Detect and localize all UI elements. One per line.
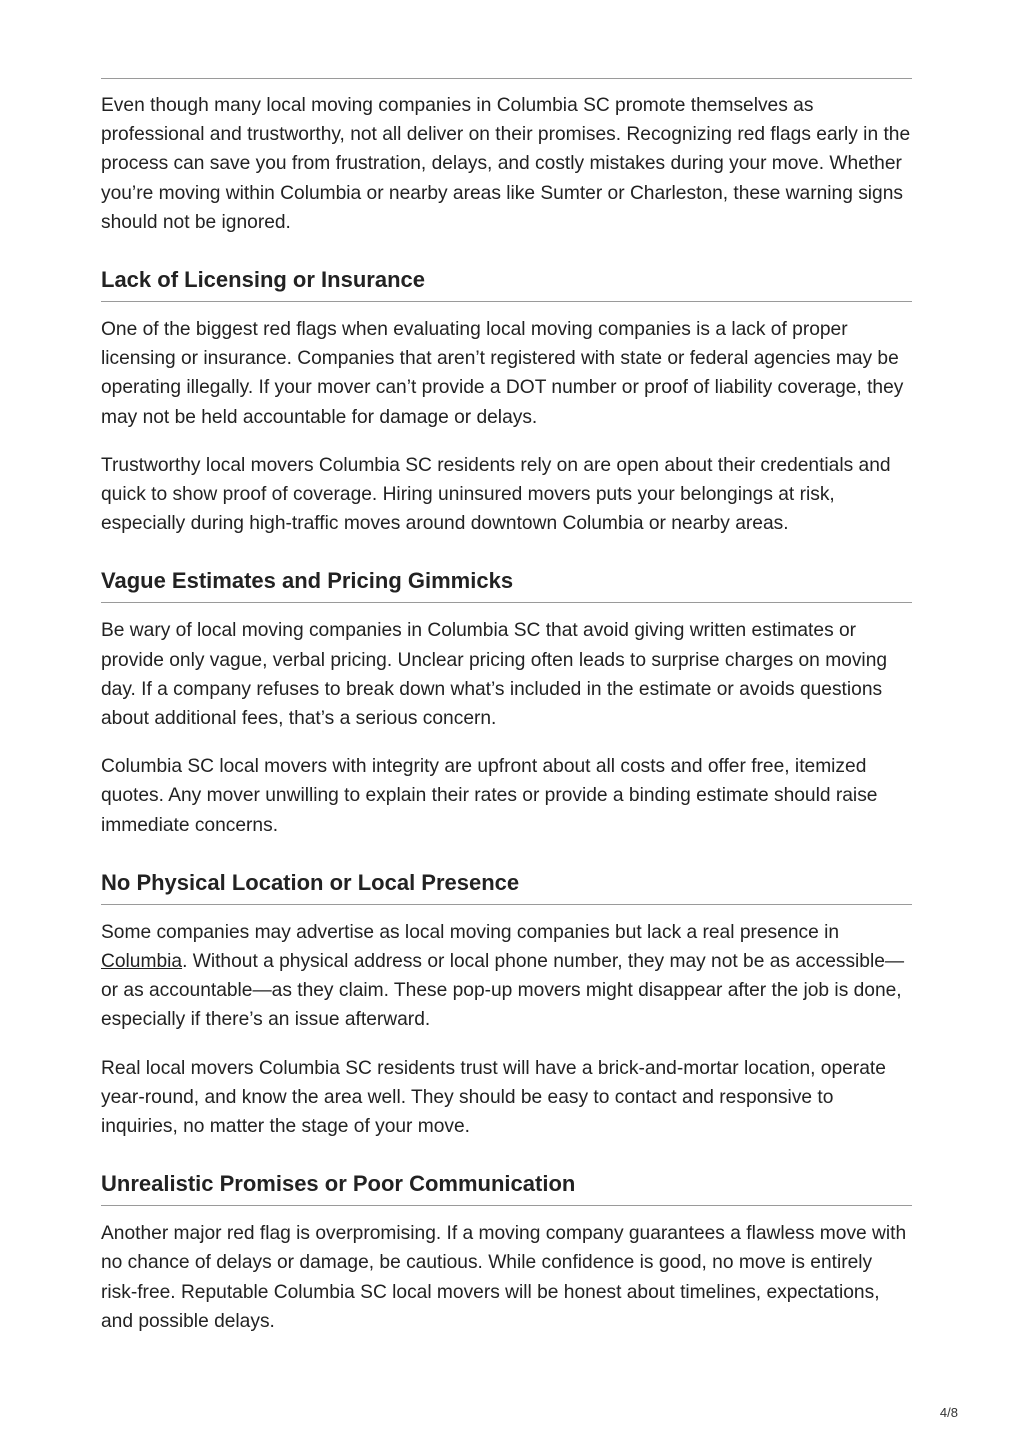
section-heading-location: No Physical Location or Local Presence — [101, 869, 912, 905]
document-body — [101, 78, 912, 1355]
section-heading-licensing: Lack of Licensing or Insurance — [101, 266, 912, 302]
estimates-paragraph-1: Be wary of local moving companies in Columbia SC that avoid giving written estimates or provide only vague, verbal pricing. Unclear pricing often leads to surprise charges on moving day. If a company refuses to break down what’s included in the estimate or avoids questions about additional fees, that’s a serious concern. — [101, 620, 888, 730]
estimates-paragraph-2: Columbia SC local movers with integrity are upfront about all costs and offer free, itemized quotes. Any mover unwilling to explain their rates or provide a binding estimate should raise immediate concerns. — [101, 756, 878, 836]
intro-paragraph: Even though many local moving companies in Columbia SC promote themselves as professional and trustworthy, not all deliver on their promises. Recognizing red flags early in the process can save you from frustration, delays, and costly mistakes during your move. Whether you’re moving within Columbia or nearby areas like Sumter or Charleston, these warning signs should not be ignored. — [101, 95, 911, 233]
promises-paragraph-1: Another major red flag is overpromising. If a moving company guarantees a flawless move with no chance of delays or damage, be cautious. While confidence is good, no move is entirely risk-free. Reputable Columbia SC local movers will be honest about timelines, expectations, and possible delays. — [101, 1223, 907, 1332]
top-divider — [101, 78, 912, 79]
location-paragraph-1 — [101, 918, 912, 1035]
location-paragraph-2: Real local movers Columbia SC residents trust will have a brick-and-mortar location, operate year-round, and know the area well. They should be easy to contact and responsive to inquiries, no matter the stage of your move. — [101, 1057, 886, 1138]
columbia-link[interactable]: Columbia — [101, 951, 183, 973]
licensing-paragraph-1: One of the biggest red flags when evaluating local moving companies is a lack of proper licensing or insurance. Companies that aren’t registered with state or federal agencies may be operating illegally. If your mover can’t provide a DOT number or proof of liability coverage, they may not be held accountable for damage or delays. — [101, 319, 904, 428]
section-heading-estimates: Vague Estimates and Pricing Gimmicks — [101, 567, 912, 603]
licensing-paragraph-2: Trustworthy local movers Columbia SC residents rely on are open about their credentials and quick to show proof of coverage. Hiring uninsured movers puts your belongings at risk, especially during high-traffic moves around downtown Columbia or nearby areas. — [101, 454, 891, 535]
location-text-before-link: Some companies may advertise as local moving companies but lack a real presence in — [101, 921, 840, 943]
section-heading-promises: Unrealistic Promises or Poor Communication — [101, 1170, 912, 1206]
location-text-after-link: . Without a physical address or local phone number, they may not be as accessible—or as accountable—as they claim. These pop-up movers might disappear after the job is done, especially if there’s an issue afterward. — [101, 951, 905, 1031]
page-number: 4/8 — [939, 1405, 958, 1420]
